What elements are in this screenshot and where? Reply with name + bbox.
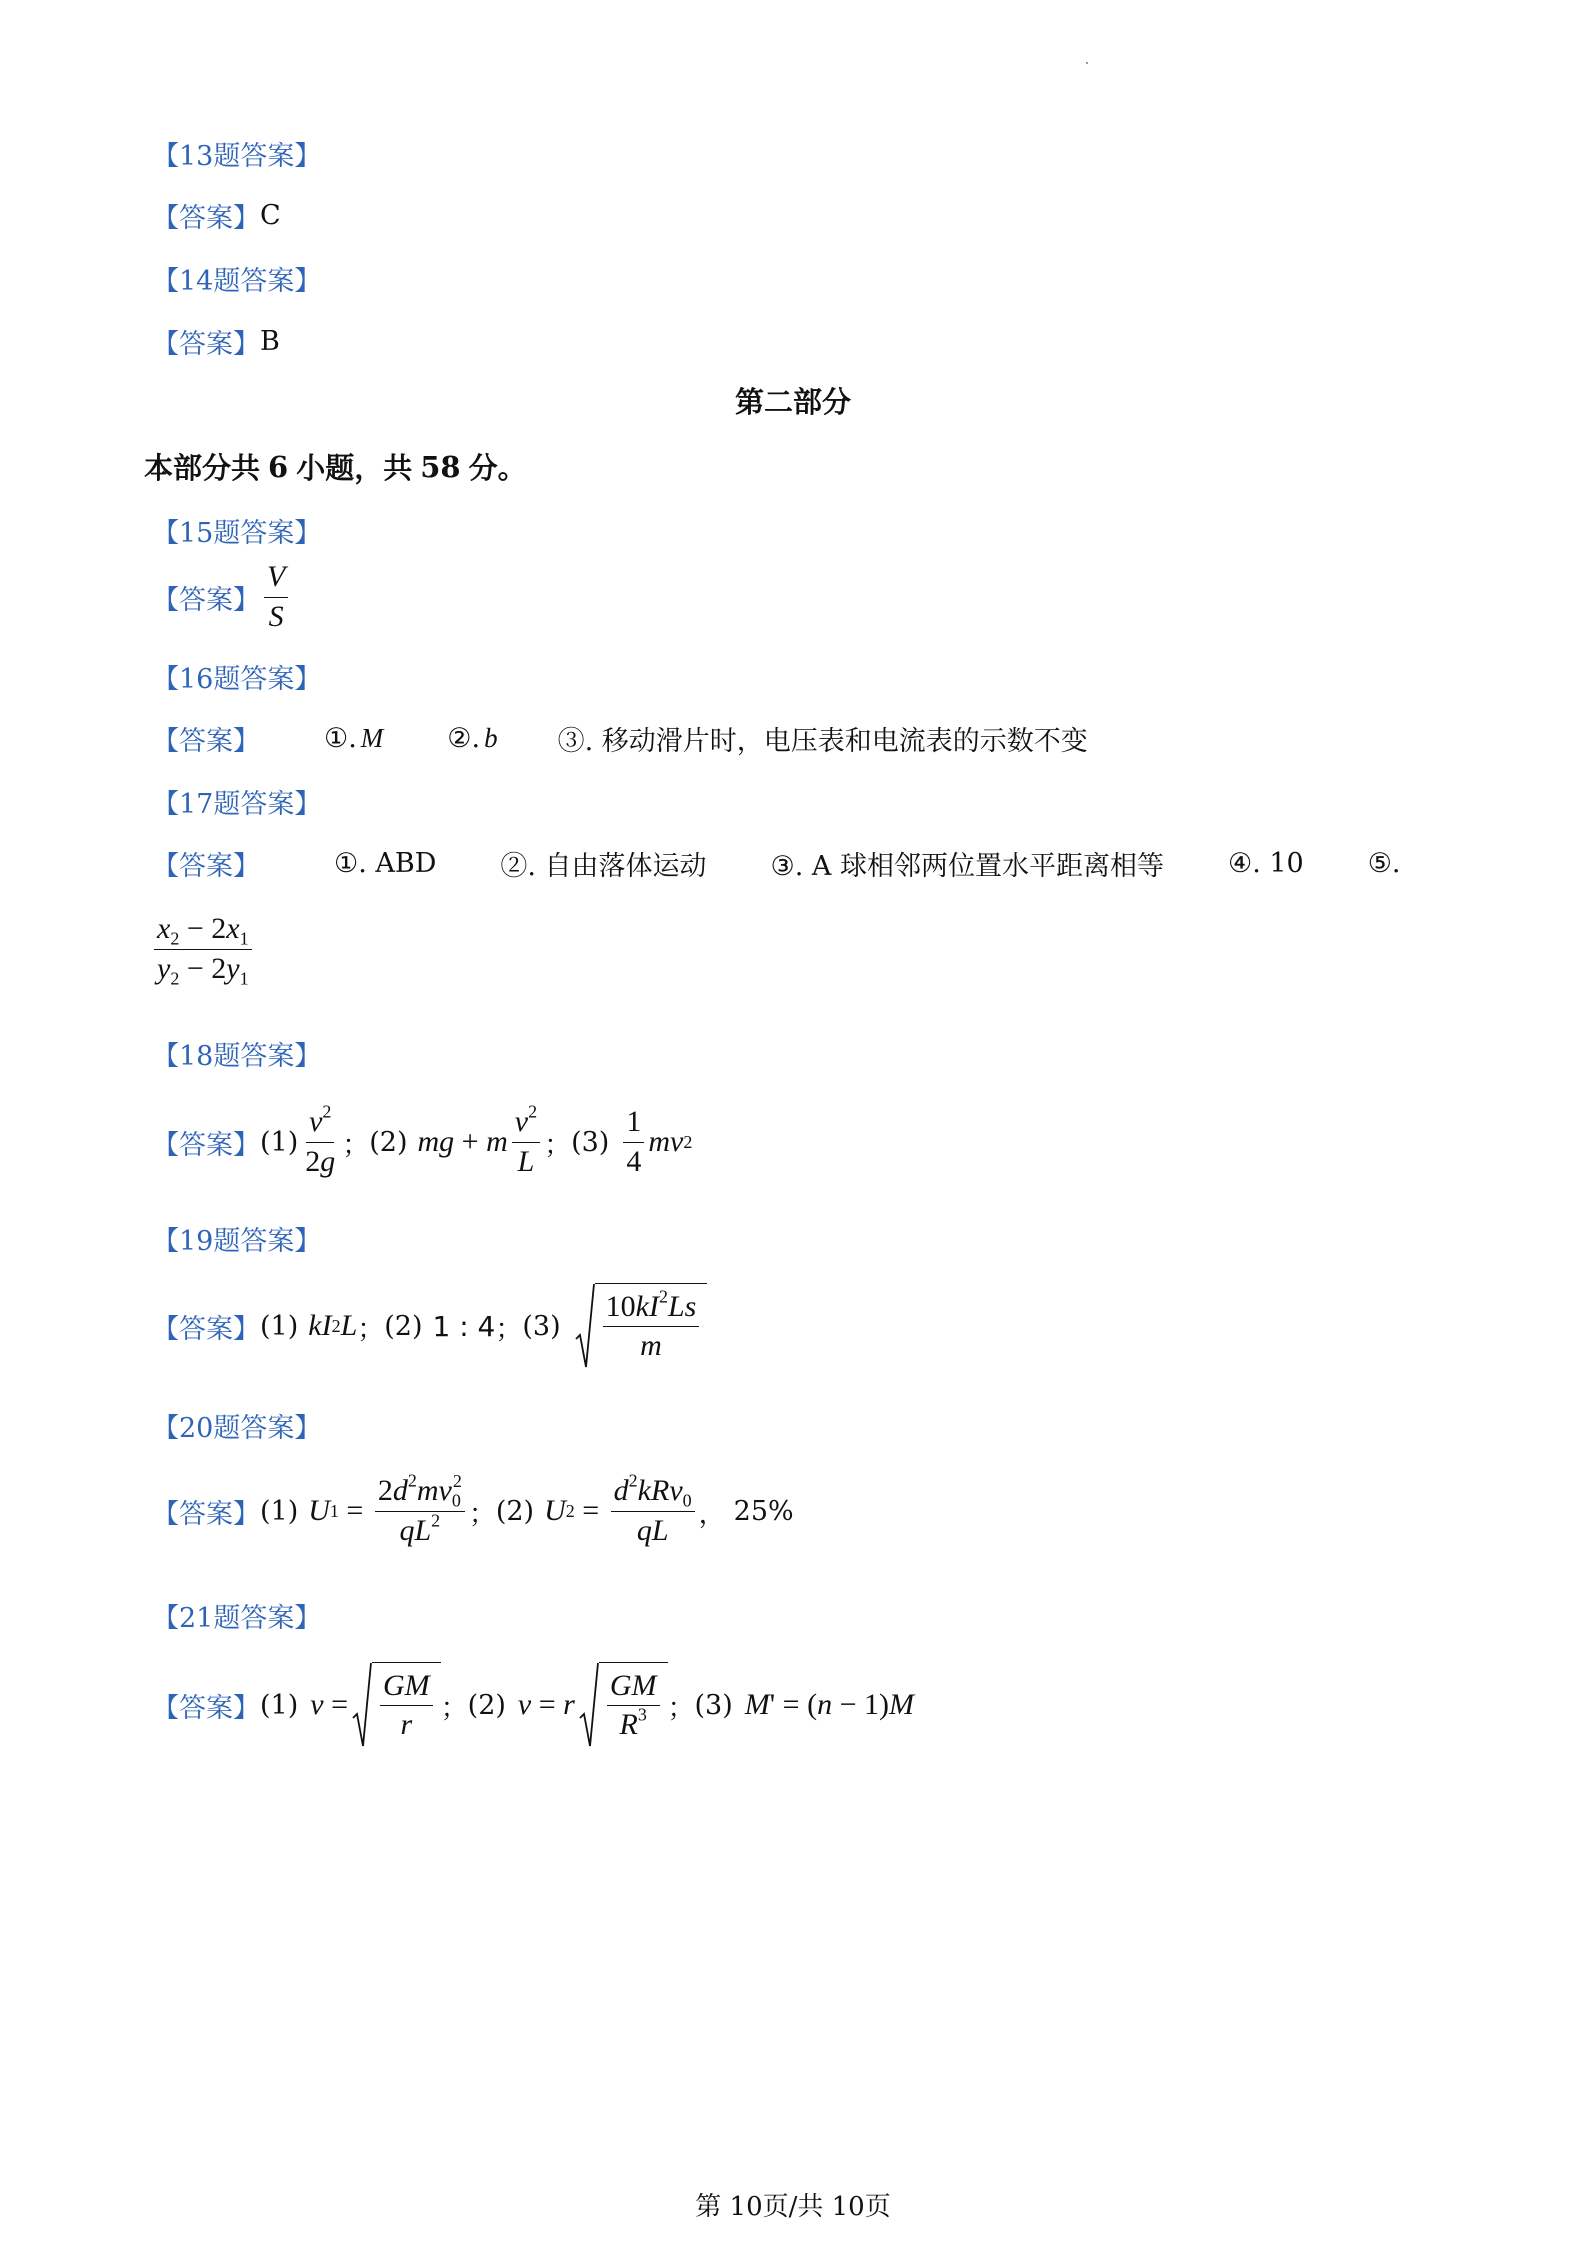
q13-heading: 【13题答案】 [152, 141, 322, 172]
q15-heading: 【15题答案】 [152, 518, 322, 549]
q18-answer: 【答案】 (1) $\frac{v^2}{2g}$ ； (2) mg + m $\frac{v^2}{L}$ ； (3) $\frac{1}{4}$ mv 2 [152, 1101, 693, 1178]
q15-formula: $\frac{V}{S}$ [260, 560, 292, 634]
q19-answer: 【答案】 (1) kI 2 L ； (2) 1 : 4 ； (3) $\frac{10kI^2Ls}{m}$ [152, 1283, 707, 1369]
q18-heading: 【18题答案】 [152, 1041, 322, 1072]
q14-heading: 【14题答案】 [152, 266, 322, 297]
q20-answer: 【答案】 (1) U 1 = $\frac{2d^2mv_0^2}{qL^2}$ ； (2) U 2 = $\frac{d^2kRv_0}{qL}$ ， 25% [152, 1470, 794, 1547]
part2-title: 第二部分 [734, 385, 851, 419]
q17-heading: 【17题答案】 [152, 789, 322, 820]
q20-heading: 【20题答案】 [152, 1413, 322, 1444]
part2-description: 本部分共 6 小题，共 58 分。 [144, 449, 527, 485]
stray-dot [1086, 62, 1088, 64]
q21-heading: 【21题答案】 [152, 1603, 322, 1634]
q15-answer: 【答案】 $\frac{V}{S}$ [152, 560, 292, 634]
q16-answer: 【答案】 ①. M ②. b ③. 移动滑片时，电压表和电流表的示数不变 [152, 723, 1088, 757]
q17-formula: $\frac{x_2 - 2x_1}{y_2 - 2y_1}$ [150, 912, 256, 986]
page-footer: 第 10页/共 10页 [695, 2192, 891, 2222]
q17-answer: 【答案】 ①. ABD ②. 自由落体运动 ③. A 球相邻两位置水平距离相等 ④. 10 ⑤. [152, 848, 1401, 882]
q19-heading: 【19题答案】 [152, 1226, 322, 1257]
q14-answer: 【答案】 B [152, 326, 280, 360]
q13-answer: 【答案】 C [152, 200, 281, 234]
q21-answer: 【答案】 (1) v = $\frac{GM}{r}$ ； (2) v = r $\frac{GM}{R^3}$ ； (3) M ' = ( n − 1) M [152, 1662, 914, 1748]
q16-heading: 【16题答案】 [152, 664, 322, 695]
